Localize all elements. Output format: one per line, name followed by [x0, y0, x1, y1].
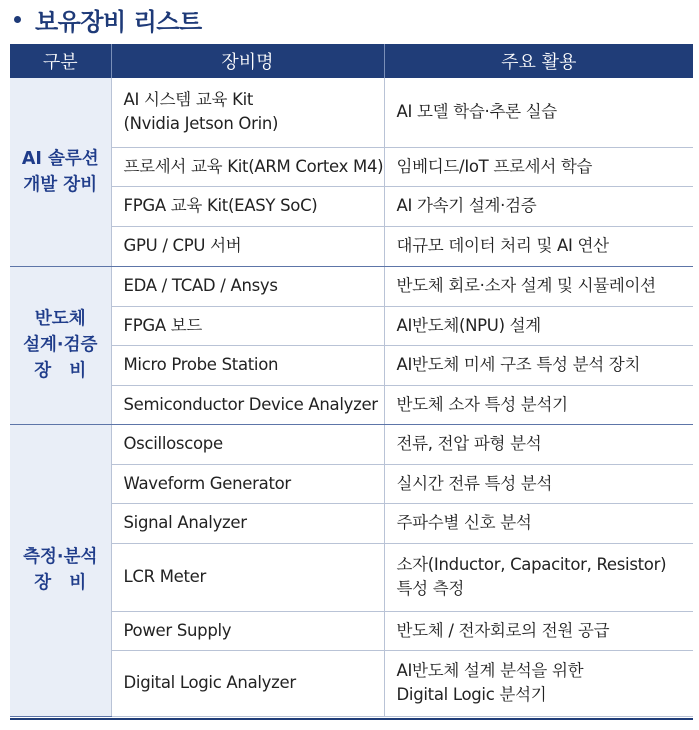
category-cell: [10, 424, 111, 716]
table-row: [10, 266, 693, 306]
usage-cell: [384, 543, 693, 611]
equipment-cell: [111, 345, 384, 385]
equipment-name: Oscilloscope: [123, 434, 223, 453]
table-row: [10, 650, 693, 716]
equipment-cell: [111, 226, 384, 266]
equipment-cell: [111, 650, 384, 716]
usage-cell: [384, 78, 693, 147]
equipment-cell: [111, 503, 384, 543]
equipment-name: Signal Analyzer: [123, 513, 247, 532]
usage-text: 소자(Inductor, Capacitor, Resistor): [396, 555, 667, 574]
usage-text: 반도체 회로·소자 설계 및 시뮬레이션: [396, 276, 656, 295]
table-body: [10, 78, 693, 716]
page-title: [14, 2, 202, 36]
table-row: [10, 503, 693, 543]
usage-cell: [384, 147, 693, 186]
table-row: [10, 186, 693, 226]
usage-text: 전류, 전압 파형 분석: [396, 434, 542, 453]
usage-cell: [384, 424, 693, 464]
table-row: [10, 611, 693, 650]
page-title-text: 보유장비 리스트: [35, 7, 202, 36]
table-row: [10, 543, 693, 611]
usage-text: 임베디드/IoT 프로세서 학습: [396, 156, 593, 176]
equipment-cell: [111, 543, 384, 611]
equipment-name: Digital Logic Analyzer: [123, 673, 296, 692]
category-line: 측정·분석: [23, 547, 98, 567]
usage-cell: [384, 266, 693, 306]
bullet-icon: [14, 16, 21, 23]
equipment-name: EDA / TCAD / Ansys: [123, 276, 278, 295]
usage-text: Digital Logic 분석기: [396, 685, 547, 704]
equipment-cell: [111, 464, 384, 503]
table-row: [10, 78, 693, 147]
equipment-name: Micro Probe Station: [123, 355, 279, 374]
header-category: 구분: [10, 44, 111, 78]
table-row: [10, 147, 693, 186]
equipment-cell: [111, 266, 384, 306]
usage-text: AI 모델 학습·추론 실습: [396, 102, 557, 122]
equipment-name: Power Supply: [123, 620, 232, 640]
equipment-cell: [111, 385, 384, 424]
usage-text: 실시간 전류 특성 분석: [396, 473, 553, 493]
usage-cell: [384, 306, 693, 345]
category-line: 장 비: [34, 573, 87, 593]
usage-cell: [384, 464, 693, 503]
usage-cell: [384, 650, 693, 716]
equipment-cell: [111, 424, 384, 464]
equipment-cell: [111, 186, 384, 226]
category-cell: [10, 266, 111, 424]
equipment-name: 프로세서 교육 Kit(ARM Cortex M4): [123, 156, 384, 176]
table-row: [10, 464, 693, 503]
usage-text: 주파수별 신호 분석: [396, 513, 532, 532]
usage-text: 대규모 데이터 처리 및 AI 연산: [396, 236, 609, 255]
usage-text: AI반도체(NPU) 설계: [396, 315, 541, 335]
equipment-table: [10, 44, 693, 717]
category-cell: [10, 78, 111, 266]
usage-text: AI반도체 미세 구조 특성 분석 장치: [396, 355, 641, 374]
usage-text: 반도체 소자 특성 분석기: [396, 394, 568, 414]
header-usage: 주요 활용: [384, 44, 693, 78]
header-equipment: 장비명: [111, 44, 384, 78]
category-line: AI 솔루션: [21, 148, 99, 169]
equipment-name: Waveform Generator: [123, 473, 291, 493]
equipment-name: FPGA 교육 Kit(EASY SoC): [123, 196, 318, 215]
table-header-row: [10, 44, 693, 78]
usage-cell: [384, 503, 693, 543]
usage-cell: [384, 186, 693, 226]
table-bottom-border: [10, 718, 693, 720]
equipment-cell: [111, 611, 384, 650]
equipment-cell: [111, 78, 384, 147]
category-line: 개발 장비: [23, 174, 98, 195]
usage-cell: [384, 226, 693, 266]
category-line: 반도체: [34, 309, 86, 329]
category-line: 설계·검증: [23, 335, 98, 355]
equipment-name: GPU / CPU 서버: [123, 236, 242, 255]
equipment-cell: [111, 306, 384, 345]
usage-cell: [384, 611, 693, 650]
usage-text: 반도체 / 전자회로의 전원 공급: [396, 620, 610, 640]
equipment-name: FPGA 보드: [123, 315, 203, 335]
equipment-name: AI 시스템 교육 Kit: [123, 90, 254, 110]
category-line: 장 비: [34, 361, 87, 381]
usage-text: AI반도체 설계 분석을 위한: [396, 661, 584, 680]
equipment-cell: [111, 147, 384, 186]
usage-text: 특성 측정: [396, 579, 465, 598]
table-row: [10, 424, 693, 464]
table-row: [10, 306, 693, 345]
equipment-name: Semiconductor Device Analyzer: [123, 394, 378, 414]
table-row: [10, 385, 693, 424]
table-row: [10, 345, 693, 385]
usage-cell: [384, 385, 693, 424]
table-row: [10, 226, 693, 266]
equipment-name: LCR Meter: [123, 567, 207, 586]
equipment-name: (Nvidia Jetson Orin): [123, 114, 279, 134]
usage-text: AI 가속기 설계·검증: [396, 196, 537, 215]
usage-cell: [384, 345, 693, 385]
